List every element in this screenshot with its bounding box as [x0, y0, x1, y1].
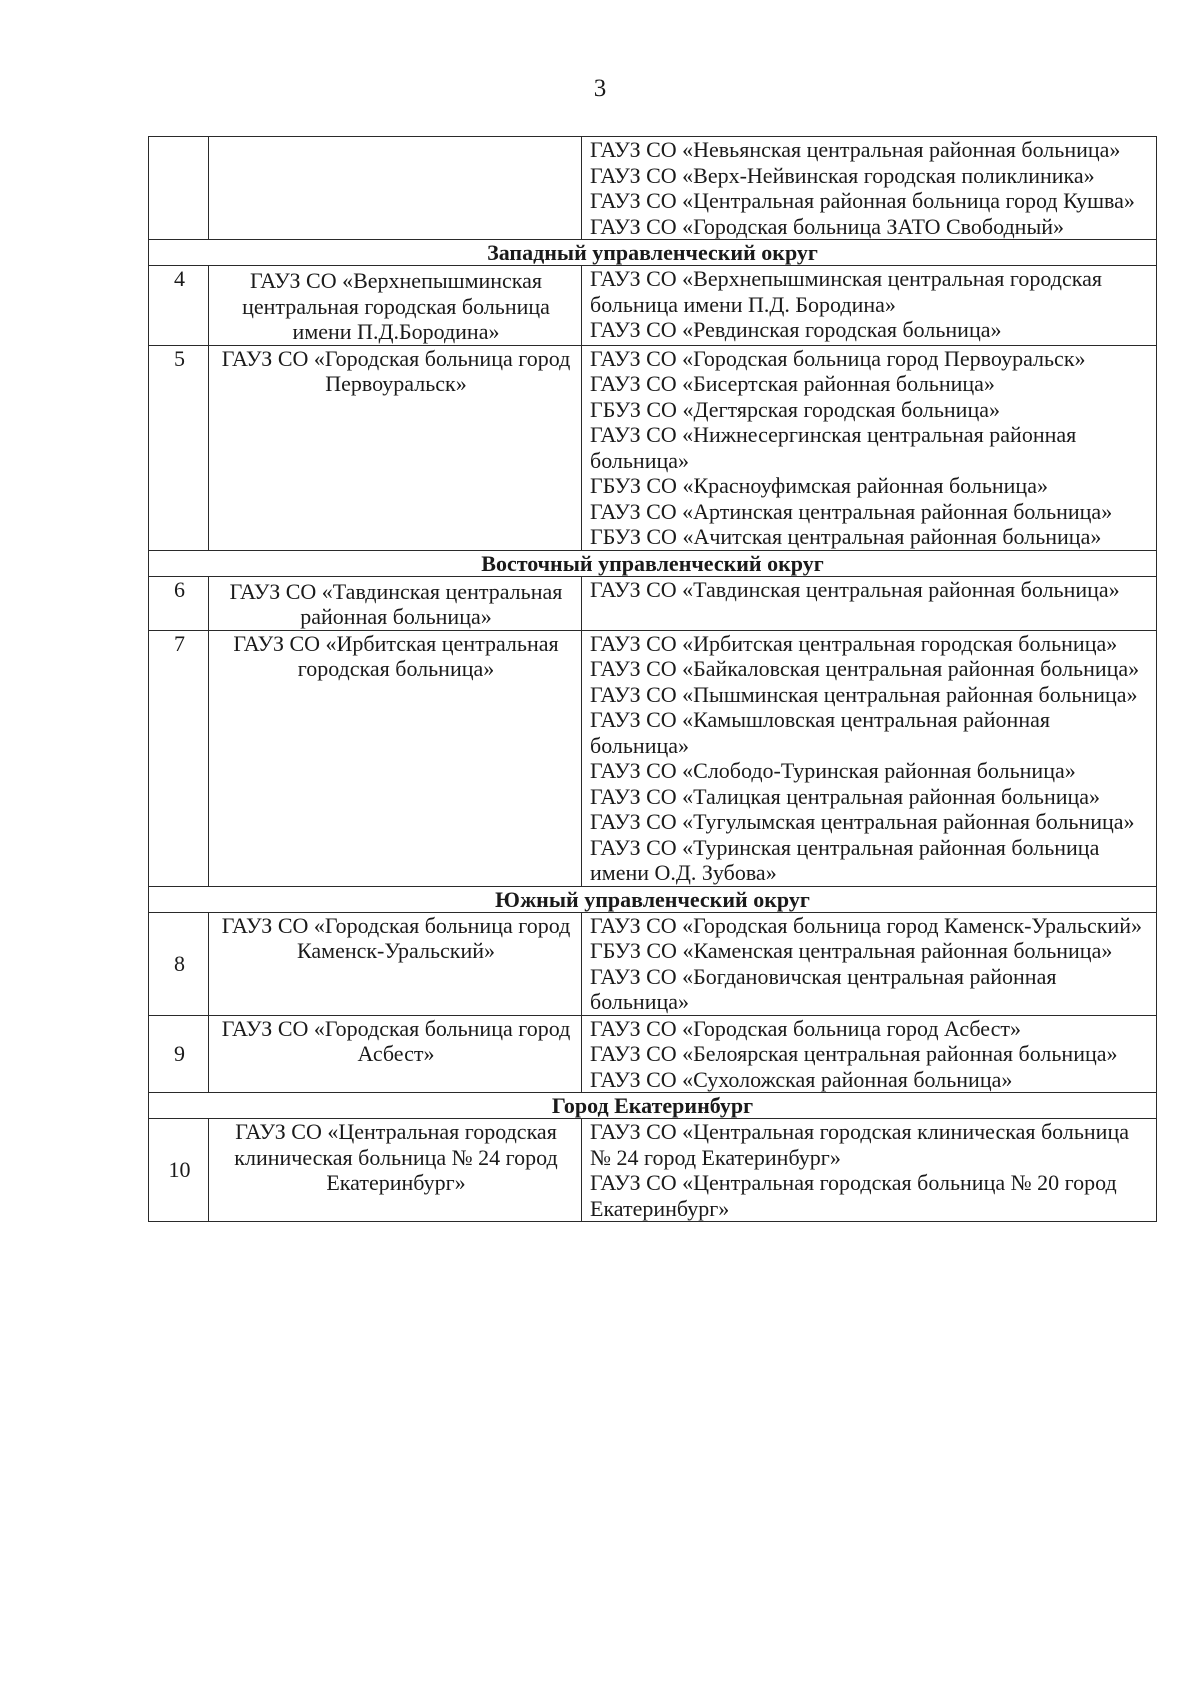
member-organizations-cell	[582, 630, 1157, 886]
member-organizations-cell	[582, 576, 1157, 630]
row-number-cell: 7	[149, 630, 209, 886]
member-organization: ГБУЗ СО «Красноуфимская районная больница»	[590, 473, 1048, 498]
district-title: Город Екатеринбург	[149, 1093, 1157, 1119]
lead-organization-cell: ГАУЗ СО «Городская больница город Каменск-Уральский»	[209, 912, 582, 1015]
member-organization: ГАУЗ СО «Невьянская центральная районная больница»	[590, 137, 1121, 162]
member-organization: ГБУЗ СО «Ачитская центральная районная больница»	[590, 524, 1102, 549]
lead-organization-cell: ГАУЗ СО «Тавдинская центральная районная больница»	[209, 576, 582, 630]
hospital-district-table	[148, 136, 1157, 1222]
lead-organization-cell: ГАУЗ СО «Центральная городская клиническая больница № 24 город Екатеринбург»	[209, 1119, 582, 1222]
member-organizations-cell	[582, 345, 1157, 550]
member-organization: ГАУЗ СО «Туринская центральная районная больница имени О.Д. Зубова»	[590, 834, 1100, 885]
member-organization: ГБУЗ СО «Каменская центральная районная больница»	[590, 938, 1113, 963]
table-row-5	[149, 345, 1157, 550]
lead-organization-cell	[209, 137, 582, 240]
member-organization: ГАУЗ СО «Пышминская центральная районная больница»	[590, 681, 1138, 707]
member-organization: ГАУЗ СО «Центральная городская клиническая больница № 24 город Екатеринбург»	[590, 1119, 1129, 1170]
table-row-6	[149, 576, 1157, 630]
member-organization: ГАУЗ СО «Бисертская районная больница»	[590, 371, 995, 396]
lead-organization-cell: ГАУЗ СО «Верхнепышминская центральная городская больница имени П.Д.Бородина»	[209, 266, 582, 346]
district-title: Западный управленческий округ	[149, 240, 1157, 266]
page-number: 3	[593, 75, 607, 102]
table-row-9	[149, 1015, 1157, 1093]
district-title: Южный управленческий округ	[149, 886, 1157, 912]
row-number-cell: 10	[149, 1119, 209, 1222]
member-organizations-cell	[582, 1015, 1157, 1093]
member-organizations-cell	[582, 1119, 1157, 1222]
member-organization: ГАУЗ СО «Тавдинская центральная районная больница»	[590, 576, 1120, 602]
member-organization: ГАУЗ СО «Нижнесергинская центральная районная больница»	[590, 422, 1077, 473]
member-organization: ГАУЗ СО «Городская больница город Асбест»	[590, 1015, 1021, 1041]
member-organization: ГАУЗ СО «Верхнепышминская центральная городская больница имени П.Д. Бородина»	[590, 266, 1102, 317]
row-number-cell: 9	[149, 1015, 209, 1093]
row-number-cell	[149, 137, 209, 240]
member-organization: ГАУЗ СО «Ирбитская центральная городская больница»	[590, 630, 1118, 656]
member-organizations-cell	[582, 912, 1157, 1015]
member-organization: ГАУЗ СО «Центральная городская больница № 20 город Екатеринбург»	[590, 1170, 1117, 1221]
row-number-cell: 8	[149, 912, 209, 1015]
member-organization: ГАУЗ СО «Городская больница город Каменск-Уральский»	[590, 912, 1143, 938]
member-organization: ГАУЗ СО «Городская больница ЗАТО Свободный»	[590, 213, 1064, 239]
table-row-7	[149, 630, 1157, 886]
member-organization: ГАУЗ СО «Сухоложская районная больница»	[590, 1066, 1013, 1092]
district-header-eastern	[149, 550, 1157, 576]
member-organization: ГАУЗ СО «Слободо-Туринская районная больница»	[590, 758, 1076, 783]
district-header-yekaterinburg	[149, 1093, 1157, 1119]
member-organization: ГАУЗ СО «Белоярская центральная районная больница»	[590, 1041, 1118, 1066]
member-organization: ГАУЗ СО «Талицкая центральная районная больница»	[590, 783, 1101, 809]
table-row-8	[149, 912, 1157, 1015]
member-organization: ГАУЗ СО «Артинская центральная районная больница»	[590, 498, 1113, 524]
row-number-cell: 5	[149, 345, 209, 550]
member-organization: ГАУЗ СО «Байкаловская центральная районная больница»	[590, 656, 1140, 681]
table-row-continuation	[149, 137, 1157, 240]
lead-organization-cell: ГАУЗ СО «Городская больница город Асбест»	[209, 1015, 582, 1093]
member-organizations-cell	[582, 266, 1157, 346]
table-row-10	[149, 1119, 1157, 1222]
lead-organization-cell: ГАУЗ СО «Ирбитская центральная городская больница»	[209, 630, 582, 886]
member-organization: ГАУЗ СО «Ревдинская городская больница»	[590, 317, 1002, 342]
row-number-cell: 6	[149, 576, 209, 630]
member-organization: ГАУЗ СО «Богдановичская центральная районная больница»	[590, 963, 1057, 1014]
member-organization: ГАУЗ СО «Верх-Нейвинская городская поликлиника»	[590, 162, 1095, 188]
district-header-southern	[149, 886, 1157, 912]
row-number-cell: 4	[149, 266, 209, 346]
district-title: Восточный управленческий округ	[149, 550, 1157, 576]
table-row-4	[149, 266, 1157, 346]
district-header-western	[149, 240, 1157, 266]
member-organization: ГАУЗ СО «Тугулымская центральная районная больница»	[590, 809, 1135, 834]
member-organization: ГАУЗ СО «Городская больница город Первоуральск»	[590, 345, 1086, 371]
member-organizations-cell	[582, 137, 1157, 240]
member-organization: ГАУЗ СО «Центральная районная больница город Кушва»	[590, 188, 1135, 213]
lead-organization-cell: ГАУЗ СО «Городская больница город Первоуральск»	[209, 345, 582, 550]
member-organization: ГБУЗ СО «Дегтярская городская больница»	[590, 396, 1000, 422]
member-organization: ГАУЗ СО «Камышловская центральная районная больница»	[590, 707, 1050, 758]
